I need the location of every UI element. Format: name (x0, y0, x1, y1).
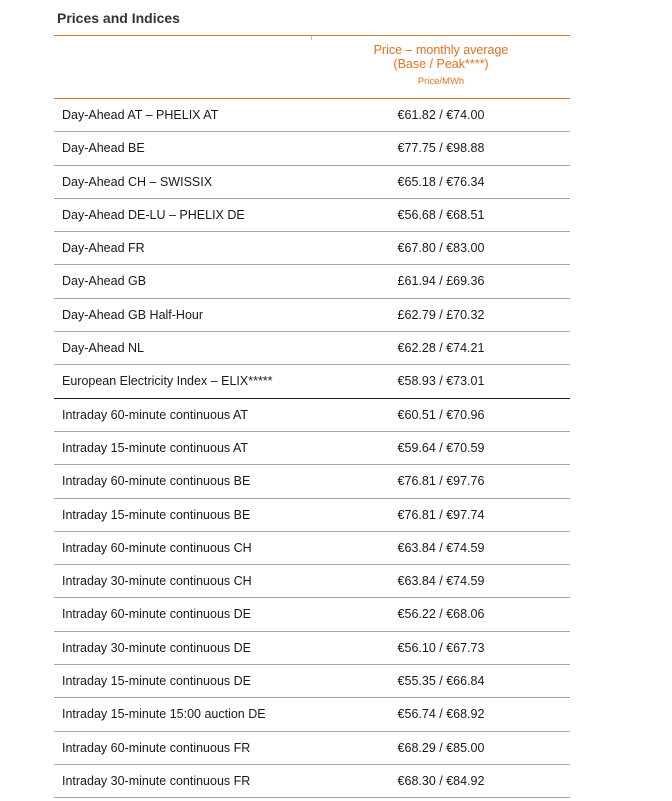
row-price: €59.64 / €70.59 (397, 440, 485, 455)
price-column-subtitle: (Base / Peak****) (393, 57, 489, 71)
row-name: Intraday 15-minute continuous BE (62, 507, 251, 522)
table-row (54, 399, 570, 432)
price-column-unit: Price/MWh (417, 76, 465, 87)
row-name: Day-Ahead GB Half-Hour (62, 307, 204, 322)
table-row (54, 499, 570, 532)
row-name: European Electricity Index – ELIX***** (62, 374, 273, 389)
row-price: €58.93 / €73.01 (397, 374, 485, 389)
row-name: Day-Ahead FR (62, 241, 145, 256)
table-row (54, 166, 570, 199)
price-column-header (312, 43, 570, 87)
row-name: Intraday 15-minute continuous DE (62, 674, 251, 689)
row-price: €77.75 / €98.88 (397, 141, 485, 156)
row-name: Day-Ahead NL (62, 341, 144, 356)
row-price: €68.29 / €85.00 (397, 740, 485, 755)
row-price: €61.82 / €74.00 (397, 108, 485, 122)
row-price: €56.22 / €68.06 (397, 607, 485, 622)
row-price: €56.10 / €67.73 (397, 640, 485, 655)
row-name: Day-Ahead GB (62, 274, 147, 289)
row-name: Intraday 30-minute continuous FR (62, 773, 251, 788)
row-name: Intraday 60-minute continuous CH (62, 540, 252, 555)
row-price: £62.79 / £70.32 (397, 307, 485, 322)
row-name: Day-Ahead CH – SWISSIX (62, 174, 213, 189)
row-price: €76.81 / €97.76 (397, 474, 485, 489)
table-row (54, 265, 570, 298)
row-price: €56.74 / €68.92 (397, 707, 485, 722)
table-row (54, 299, 570, 332)
table-row (54, 765, 570, 798)
table-row (54, 565, 570, 598)
row-name: Intraday 30-minute continuous CH (62, 574, 252, 589)
table-row (54, 465, 570, 498)
row-price: €65.18 / €76.34 (397, 174, 485, 189)
table-row (54, 665, 570, 698)
row-name: Day-Ahead DE-LU – PHELIX DE (62, 207, 245, 222)
row-price: €55.35 / €66.84 (397, 674, 485, 689)
row-name: Day-Ahead BE (62, 141, 145, 156)
row-price: €62.28 / €74.21 (397, 341, 485, 356)
row-price: €56.68 / €68.51 (397, 207, 485, 222)
row-name: Intraday 60-minute continuous FR (62, 740, 251, 755)
table-row (54, 732, 570, 765)
table-row (54, 99, 570, 132)
row-price: €60.51 / €70.96 (397, 407, 485, 422)
table-row (54, 365, 570, 398)
table-row (54, 698, 570, 731)
row-name: Intraday 60-minute continuous BE (62, 474, 251, 489)
header-divider (311, 36, 312, 40)
row-price: €63.84 / €74.59 (397, 574, 485, 589)
row-price: €67.80 / €83.00 (397, 241, 485, 256)
row-name: Intraday 30-minute continuous DE (62, 640, 251, 655)
table-row (54, 332, 570, 365)
table-row (54, 432, 570, 465)
table-row (54, 199, 570, 232)
table-row (54, 598, 570, 631)
row-name: Intraday 60-minute continuous AT (62, 407, 248, 422)
page-title: Prices and Indices (57, 10, 180, 26)
row-name: Intraday 15-minute 15:00 auction DE (62, 707, 266, 722)
row-name: Intraday 60-minute continuous DE (62, 607, 251, 622)
table-row (54, 632, 570, 665)
table-header (54, 35, 570, 99)
row-price: €68.30 / €84.92 (397, 773, 485, 788)
row-name: Day-Ahead AT – PHELIX AT (62, 108, 219, 122)
row-price: €63.84 / €74.59 (397, 540, 485, 555)
row-name: Intraday 15-minute continuous AT (62, 440, 248, 455)
row-price: €76.81 / €97.74 (397, 507, 485, 522)
price-column-title: Price – monthly average (373, 43, 509, 57)
prices-table (54, 35, 570, 798)
row-price: £61.94 / £69.36 (397, 274, 485, 289)
table-row (54, 132, 570, 165)
table-row (54, 232, 570, 265)
table-row (54, 532, 570, 565)
